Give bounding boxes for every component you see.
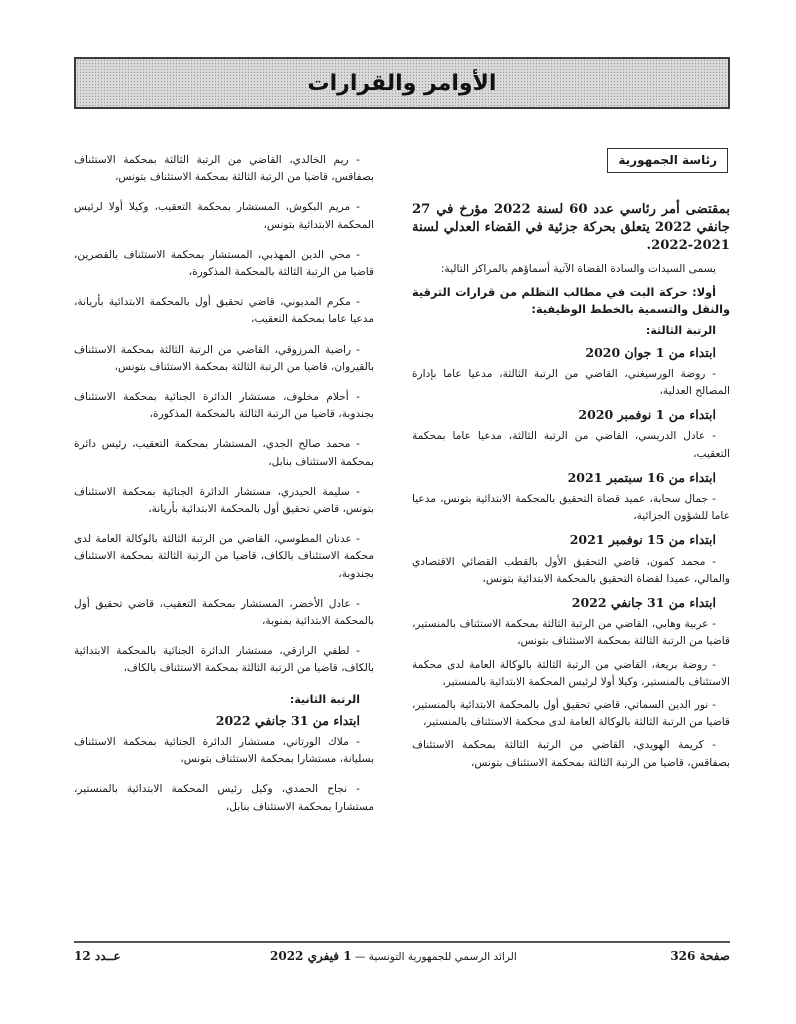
rank-heading-third: الرتبة الثالثة: (645, 324, 716, 338)
page-title: الأوامر والقرارات (307, 70, 497, 96)
appointment-item: - مكرم المديوني، قاضي تحقيق أول بالمحكمة الابتدائية بأريانة، مدعيا عاما بمحكمة التعقيب، (74, 296, 374, 326)
appointment-item: - مريم البكوش، المستشار بمحكمة التعقيب، وكيلا أولا لرئيس المحكمة الابتدائية بتونس، (74, 201, 374, 231)
appointment-item: - ريم الخالدي، القاضي من الرتبة الثالثة بمحكمة الاستئناف بصفاقس، قاضيا من الرتبة الثالثة بمحكمة الاستئناف بتونس، (74, 154, 374, 184)
appointment-item: - ملاك الورتاني، مستشار الدائرة الجنائية بمحكمة الاستئناف بسليانة، مستشارا بمحكمة الاستئناف بتونس، (74, 736, 374, 766)
appointment-item: - راضية المرزوقي، القاضي من الرتبة الثالثة بمحكمة الاستئناف بالقيروان، قاضيا من الرتبة الثالثة بمحكمة الاستئناف بتونس، (74, 343, 374, 373)
appointment-item: - روضة بريعة، القاضي من الرتبة الثالثة بالوكالة العامة لدى محكمة الاستئناف بالمنستير، وكيلا أولا لرئيس المحكمة الابتدائية بالمنستير، (412, 658, 730, 688)
appointment-item: - عادل الأخضر، المستشار بمحكمة التعقيب، قاضي تحقيق أول بالمحكمة الابتدائية بمنوبة، (74, 597, 374, 628)
section-label: رئاسة الجمهورية (607, 148, 728, 173)
date-heading: ابتداء من 31 جانفي 2022 (215, 712, 360, 728)
date-heading: ابتداء من 16 سبتمبر 2021 (567, 469, 716, 485)
appointment-item: - نور الدين السماتي، قاضي تحقيق أول بالمحكمة الابتدائية بالمنستير، قاضيا من الرتبة الثالثة بالوكالة العامة لدى محكمة الاستئناف بالمنستير، (412, 699, 730, 729)
appointment-item: - محمد صالح الجدي، المستشار بمحكمة التعقيب، رئيس دائرة بمحكمة الاستئناف بنابل، (74, 438, 374, 468)
page-title-banner (74, 57, 730, 109)
left-column (74, 152, 374, 829)
date-heading: ابتداء من 1 نوفمبر 2020 (578, 407, 716, 423)
appointment-item: - عادل الدريسي، القاضي من الرتبة الثالثة، مدعيا عاما بمحكمة التعقيب، (412, 430, 730, 460)
footer-issue-number: عــدد 12 (74, 949, 121, 963)
right-column (412, 148, 730, 778)
appointment-item: - عربية وهابي، القاضي من الرتبة الثالثة بمحكمة الاستئناف بالمنستير، قاضيا من الرتبة الثالثة بمحكمة الاستئناف بتونس، (412, 618, 730, 648)
appointment-item: - جمال سحابة، عميد قضاة التحقيق بالمحكمة الابتدائية بتونس، مدعيا عاما للشؤون الجزائية، (412, 493, 730, 523)
rank-heading-second: الرتبة الثانية: (289, 692, 360, 706)
footer-page-number: صفحة 326 (670, 949, 730, 963)
appointment-item: - كريمة الهويدي، القاضي من الرتبة الثالثة بمحكمة الاستئناف بصفاقس، قاضيا من الرتبة الثالثة بمحكمة الاستئناف بتونس، (412, 739, 730, 769)
appointment-item: - محي الدين المهذبي، المستشار بمحكمة الاستئناف بالقصرين، قاضيا من الرتبة الثالثة بالمحكمة المذكورة، (74, 248, 374, 279)
appointment-item: - نجاح الحمدي، وكيل رئيس المحكمة الابتدائية بالمنستير، مستشارا بمحكمة الاستئناف بنابل، (74, 783, 374, 813)
appointment-item: - لطفي الرازقي، مستشار الدائرة الجنائية بالمحكمة الابتدائية بالكاف، قاضيا من الرتبة الثالثة بمحكمة الاستئناف بالكاف، (74, 645, 374, 675)
date-heading: ابتداء من 31 جانفي 2022 (571, 595, 716, 611)
appointment-item: - سليمة الحيدري، مستشار الدائرة الجنائية بمحكمة الاستئناف بتونس، قاضي تحقيق أول بالمحكمة الابتدائية بأريانة، (74, 485, 374, 516)
appointment-item: - محمد كمون، قاضي التحقيق الأول بالقطب القضائي الاقتصادي والمالي، عميدا لقضاة التحقيق بالمحكمة الابتدائية بتونس، (412, 555, 730, 585)
footer-divider (74, 941, 730, 943)
footer-journal-name: الرائد الرسمي للجمهورية التونسية — (354, 951, 517, 963)
footer-journal (270, 949, 517, 967)
decree-title: بمقتضى أمر رئاسي عدد 60 لسنة 2022 مؤرخ في 27 جانفي 2022 يتعلق بحركة جزئية في القضاء العدلي لسنة 2021-2022. (412, 202, 730, 254)
appointment-item: - روضة الورسيغني، القاضي من الرتبة الثالثة، مدعيا عاما بإدارة المصالح العدلية، (412, 367, 730, 398)
date-heading: ابتداء من 1 جوان 2020 (585, 344, 716, 360)
appointment-item: - عدنان المطوسي، القاضي من الرتبة الثالثة بالوكالة العامة لدى محكمة الاستئناف بالكاف، قاضيا من الرتبة الثالثة بمحكمة الاستئناف بجندوبة، (74, 533, 374, 580)
appointment-item: - أحلام مخلوف، مستشار الدائرة الجنائية بمحكمة الاستئناف بجندوبة، قاضيا من الرتبة الثالثة بالمحكمة المذكورة، (74, 391, 374, 421)
footer-date: 1 فيفري 2022 (270, 949, 352, 963)
date-heading: ابتداء من 15 نوفمبر 2021 (569, 532, 716, 548)
intro-text: يسمى السيدات والسادة القضاة الآتية أسماؤهم بالمراكز التالية: (440, 263, 716, 276)
first-heading: أولا: حركة البت في مطالب التظلم من قرارات الترقية والنقل والتسمية بالخطط الوظيفية: (412, 286, 730, 317)
